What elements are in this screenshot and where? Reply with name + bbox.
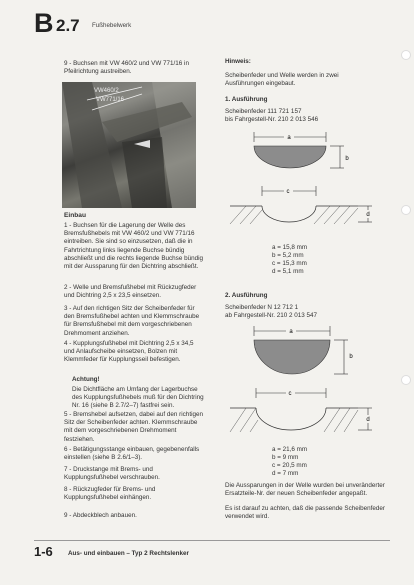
photo-illustration [62,82,196,208]
step-3: 3 - Auf den richtigen Sitz der Scheibenfeder für den Bremsfußhebel achten und Klemmschraube für Bremsfußhebel mit dem vorgeschriebenen Drehmoment anziehen. [64,305,200,337]
ausfuehrung-1-chassis: bis Fahrgestell-Nr. 210 2 013 546 [225,116,319,123]
ausfuehrung-1-title: 1. Ausführung [225,96,268,103]
shaft-slot-diagram-1 [226,182,376,232]
step-1: 1 - Buchsen für die Lagerung der Welle des Bremsfußhebels mit VW 460/2 und VW 771/16 eintreiben. Sie sind so einzusetzen, daß die in Fahrtrichtung links liegende Buchse bündig abschließt und die rechts liegende Buchse bündig mit der Aussparung für den Dichtring abschließt. [64,222,203,271]
dim-b-label: b [345,156,349,162]
dims-2-c: c = 20,5 mm [272,462,307,469]
dims-1-b: b = 5,2 mm [272,252,304,259]
step-4: 4 - Kupplungsfußhebel mit Dichtring 2,5 x 34,5 und Anlaufscheibe einsetzen, Bolzen mit Klemmfeder für Kupplungsseil befestigen. [64,340,194,364]
dim-a-label: a [287,135,291,141]
note-modification: Die Aussparungen in der Welle wurden bei unveränderter Ersatzteile-Nr. der neuen Scheibenfeder angepaßt. [225,482,385,498]
section-number: 2.7 [56,16,80,35]
step-8: 8 - Rückzugfeder für Brems- und Kupplungsfußhebel einhängen. [64,486,156,502]
key-profile-diagram-1 [244,128,364,176]
page-number: 1-6 [34,544,53,559]
step-9-remove: 9 - Buchsen mit VW 460/2 und VW 771/16 in Pfeilrichtung austreiben. [64,60,189,76]
binder-hole [401,375,411,385]
achtung-title: Achtung! [72,376,100,383]
note-correct-key: Es ist darauf zu achten, daß die passende Scheibenfeder verwendet wird. [225,505,385,521]
binder-hole [401,205,411,215]
shaft-slot-diagram-2 [226,384,376,438]
dims-1-a: a = 15,8 mm [272,244,308,251]
dim-c-label: c [286,189,290,195]
einbau-heading: Einbau [64,212,86,219]
dim-d-label: d [366,417,370,423]
dims-2-b: b = 9 mm [272,454,299,461]
section-title: Fußhebelwerk [92,22,132,29]
hinweis-title: Hinweis: [225,58,251,65]
ausfuehrung-2-chassis: ab Fahrgestell-Nr. 210 2 013 547 [225,312,318,319]
step-7: 7 - Druckstange mit Brems- und Kupplungsfußhebel verschrauben. [64,466,160,482]
ausfuehrung-2-part: Scheibenfeder N 12 712 1 [225,304,299,311]
label-vw460: VW460/2 [94,88,119,94]
ausfuehrung-1-part: Scheibenfeder 111 721 157 [225,108,302,115]
binder-hole [401,50,411,60]
section-letter: B [34,8,53,38]
dim-b-label: b [349,354,353,360]
step-6: 6 - Betätigungsstange einbauen, gegebenenfalls einstellen (siehe B 2.6/1–3). [64,446,200,462]
footer-title: Aus- und einbauen – Typ 2 Rechtslenker [68,550,189,557]
achtung-text: Die Dichtfläche am Umfang der Lagerbuchse des Kupplungsfußhebels muß für den Dichtring Nr. 16 (siehe B 2.7/2–7) fastfrei sein. [72,386,204,410]
dim-c-label: c [288,391,292,397]
ausfuehrung-2-title: 2. Ausführung [225,292,268,299]
dims-2-a: a = 21,6 mm [272,446,308,453]
step-9-install: 9 - Abdeckblech anbauen. [64,512,137,519]
key-profile-diagram-2 [244,322,364,382]
dims-1-d: d = 5,1 mm [272,268,304,275]
dims-2-d: d = 7 mm [272,470,299,477]
photo-bushing-removal [62,82,196,208]
hinweis-text: Scheibenfeder und Welle werden in zwei Ausführungen eingebaut. [225,72,339,88]
dims-1-c: c = 15,3 mm [272,260,307,267]
dim-d-label: d [366,212,370,218]
footer-rule [34,540,390,541]
dim-a-label: a [289,329,293,335]
step-5: 5 - Bremshebel aufsetzen, dabei auf den richtigen Sitz der Scheibenfeder achten. Klemmschraube mit dem vorgeschriebenen Drehmoment festziehen. [64,411,203,443]
step-2: 2 - Welle und Bremsfußhebel mit Rückzugfeder und Dichtring 2,5 x 23,5 einsetzen. [64,284,197,300]
label-vw771: VW771/16 [96,97,125,103]
